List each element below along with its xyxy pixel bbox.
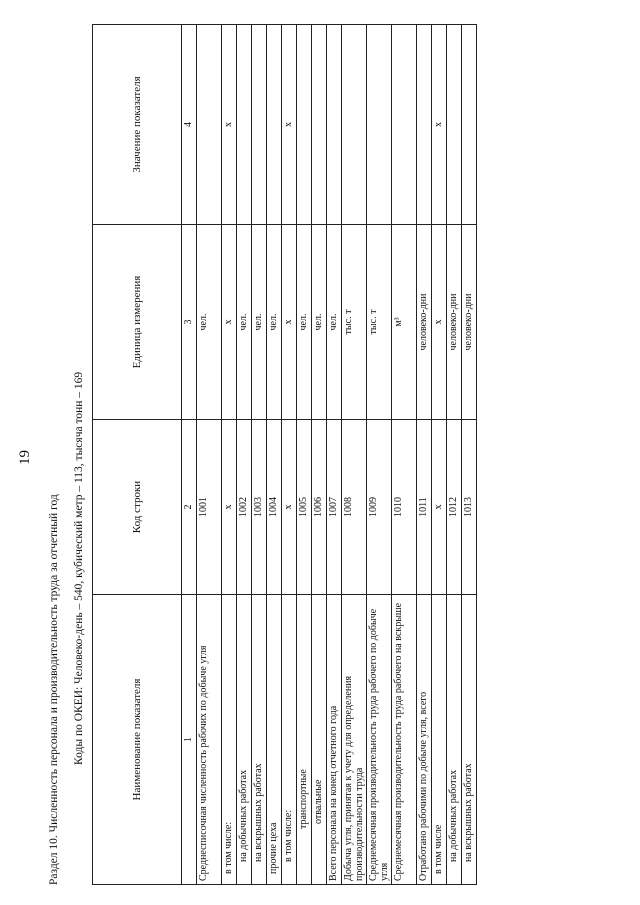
row-unit: человеко-дни (447, 225, 462, 420)
row-code: 1003 (252, 420, 267, 595)
column-number: 1 (182, 595, 197, 885)
row-code: 1005 (297, 420, 312, 595)
table-row (267, 25, 282, 885)
row-code: 1011 (417, 420, 432, 595)
row-name: Отработано рабочими по добыче угля, всего (417, 595, 432, 885)
table-row (312, 25, 327, 885)
row-unit: чел. (297, 225, 312, 420)
row-name: прочие цеха (267, 595, 282, 885)
row-value-cell[interactable] (367, 25, 392, 225)
row-value-cell[interactable] (417, 25, 432, 225)
row-name: отвальные (312, 595, 327, 885)
column-number-row (182, 25, 197, 885)
header-row-code: Код строки (93, 420, 182, 595)
table-row (222, 25, 237, 885)
table-row (342, 25, 367, 885)
row-value-cell[interactable] (462, 25, 477, 225)
row-name: Среднесписочная численность рабочих по добыче угля (197, 595, 222, 885)
row-name: на добычных работах (447, 595, 462, 885)
row-name: в том числе: (222, 595, 237, 885)
row-name: на добычных работах (237, 595, 252, 885)
page-number: 19 (17, 450, 33, 465)
table-row (447, 25, 462, 885)
row-code: 1013 (462, 420, 477, 595)
row-unit: чел. (327, 225, 342, 420)
row-code: 1006 (312, 420, 327, 595)
row-value-cell[interactable] (392, 25, 417, 225)
column-number: 3 (182, 225, 197, 420)
row-value-cell: x (432, 25, 447, 225)
row-value-cell[interactable] (267, 25, 282, 225)
row-unit: x (282, 225, 297, 420)
table-header-row (93, 25, 182, 885)
section-title: Раздел 10. Численность персонала и производительность труда за отчетный год (48, 494, 60, 885)
row-unit: человеко-дни (417, 225, 432, 420)
row-unit: чел. (252, 225, 267, 420)
table-row (432, 25, 447, 885)
row-value-cell: x (282, 25, 297, 225)
table-row (237, 25, 252, 885)
row-unit: чел. (267, 225, 282, 420)
table-row (462, 25, 477, 885)
row-code: 1007 (327, 420, 342, 595)
table-row (297, 25, 312, 885)
row-unit: тыс. т (367, 225, 392, 420)
row-unit: x (222, 225, 237, 420)
okei-codes: Коды по ОКЕИ: Человеко-день – 540, кубический метр – 113, тысяча тонн – 169 (73, 371, 85, 765)
row-code: 1009 (367, 420, 392, 595)
row-name: в том числе (432, 595, 447, 885)
row-name: Среднемесячная производительность труда рабочего по добыче угля (367, 595, 392, 885)
row-value-cell[interactable] (297, 25, 312, 225)
header-indicator-name: Наименование показателя (93, 595, 182, 885)
column-number: 4 (182, 25, 197, 225)
row-code: x (222, 420, 237, 595)
table-row (417, 25, 432, 885)
header-value: Значение показателя (93, 25, 182, 225)
row-code: 1012 (447, 420, 462, 595)
row-name: на вскрышных работах (252, 595, 267, 885)
header-unit: Единица измерения (93, 225, 182, 420)
row-value-cell[interactable] (327, 25, 342, 225)
row-code: 1008 (342, 420, 367, 595)
row-unit: чел. (237, 225, 252, 420)
row-code: 1010 (392, 420, 417, 595)
row-value-cell[interactable] (197, 25, 222, 225)
row-unit: м³ (392, 225, 417, 420)
row-name: Добыча угля, принятая к учету для определения производительности труда (342, 595, 367, 885)
row-code: 1004 (267, 420, 282, 595)
table-row (327, 25, 342, 885)
row-name: на вскрышных работах (462, 595, 477, 885)
row-name: Всего персонала на конец отчетного года (327, 595, 342, 885)
row-code: x (432, 420, 447, 595)
row-unit: человеко-дни (462, 225, 477, 420)
row-code: 1001 (197, 420, 222, 595)
row-value-cell[interactable] (342, 25, 367, 225)
row-code: 1002 (237, 420, 252, 595)
row-name: Среднемесячная производительность труда рабочего на вскрыше (392, 595, 417, 885)
column-number: 2 (182, 420, 197, 595)
row-name: в том числе: (282, 595, 297, 885)
row-unit: чел. (197, 225, 222, 420)
row-value-cell[interactable] (447, 25, 462, 225)
row-value-cell[interactable] (237, 25, 252, 225)
table-row (197, 25, 222, 885)
row-value-cell[interactable] (252, 25, 267, 225)
row-unit: x (432, 225, 447, 420)
table-row (282, 25, 297, 885)
labor-productivity-table (92, 24, 477, 885)
table-row (252, 25, 267, 885)
table-row (392, 25, 417, 885)
row-name: транспортные (297, 595, 312, 885)
table-row (367, 25, 392, 885)
row-value-cell: x (222, 25, 237, 225)
row-unit: чел. (312, 225, 327, 420)
row-code: x (282, 420, 297, 595)
row-unit: тыс. т (342, 225, 367, 420)
row-value-cell[interactable] (312, 25, 327, 225)
